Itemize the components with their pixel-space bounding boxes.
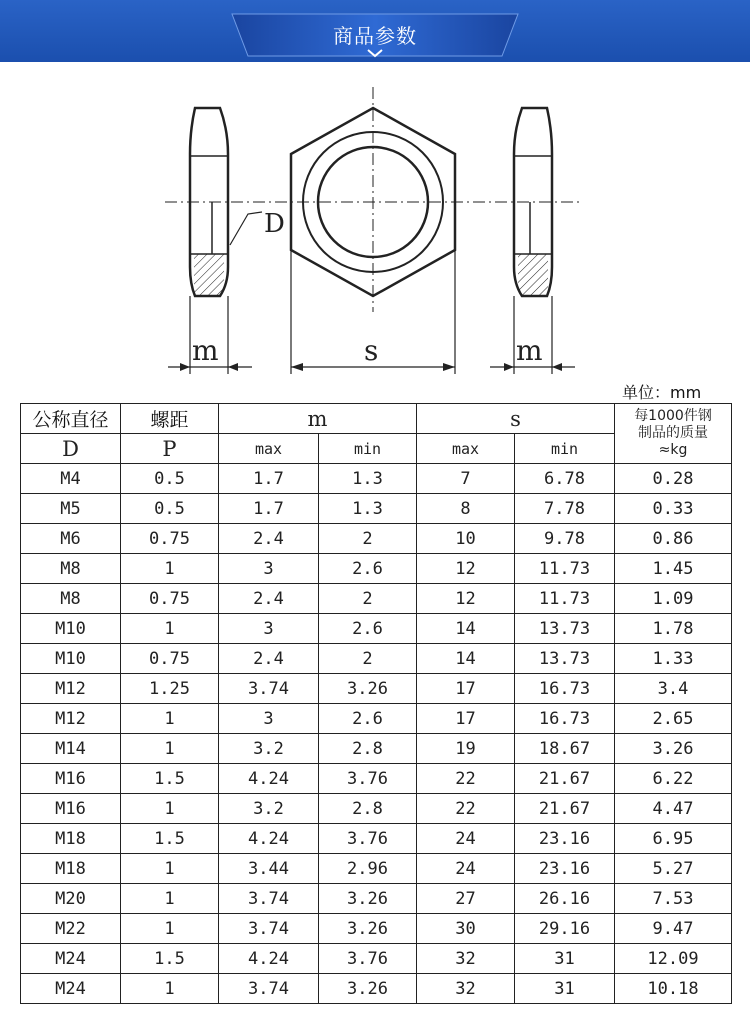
cell-mass: 6.95 bbox=[615, 824, 732, 854]
table-row bbox=[21, 734, 732, 764]
header-mass-line2: 制品的质量 bbox=[638, 425, 709, 441]
cell-mass: 7.53 bbox=[615, 884, 732, 914]
header-pitch: 螺距 bbox=[121, 404, 219, 434]
cell-mass: 12.09 bbox=[615, 944, 732, 974]
cell-diameter: M6 bbox=[21, 524, 121, 554]
cell-s-min: 9.78 bbox=[515, 524, 615, 554]
cell-s-max: 22 bbox=[417, 764, 515, 794]
cell-mass: 0.86 bbox=[615, 524, 732, 554]
cell-s-min: 11.73 bbox=[515, 554, 615, 584]
header-m-max: max bbox=[219, 434, 319, 464]
cell-mass: 6.22 bbox=[615, 764, 732, 794]
cell-s-max: 17 bbox=[417, 704, 515, 734]
cell-diameter: M24 bbox=[21, 944, 121, 974]
cell-s-min: 21.67 bbox=[515, 794, 615, 824]
cell-diameter: M5 bbox=[21, 494, 121, 524]
cell-s-max: 30 bbox=[417, 914, 515, 944]
header-s-min: min bbox=[515, 434, 615, 464]
cell-pitch: 1.5 bbox=[121, 944, 219, 974]
table-row bbox=[21, 854, 732, 884]
cell-s-min: 21.67 bbox=[515, 764, 615, 794]
cell-s-max: 32 bbox=[417, 944, 515, 974]
cell-m-min: 1.3 bbox=[319, 494, 417, 524]
cell-m-max: 3.2 bbox=[219, 794, 319, 824]
table-row bbox=[21, 614, 732, 644]
cell-diameter: M16 bbox=[21, 764, 121, 794]
cell-s-min: 23.16 bbox=[515, 824, 615, 854]
cell-pitch: 1 bbox=[121, 734, 219, 764]
cell-m-max: 3.44 bbox=[219, 854, 319, 884]
cell-s-max: 24 bbox=[417, 824, 515, 854]
cell-m-min: 2 bbox=[319, 584, 417, 614]
cell-pitch: 1.25 bbox=[121, 674, 219, 704]
thread-label: D bbox=[264, 209, 285, 239]
cell-pitch: 1 bbox=[121, 704, 219, 734]
cell-diameter: M18 bbox=[21, 824, 121, 854]
table-row bbox=[21, 584, 732, 614]
hex-nut-drawing bbox=[0, 62, 750, 392]
cell-mass: 1.09 bbox=[615, 584, 732, 614]
cell-m-min: 2.96 bbox=[319, 854, 417, 884]
table-row bbox=[21, 554, 732, 584]
cell-m-max: 2.4 bbox=[219, 644, 319, 674]
cell-m-min: 2.8 bbox=[319, 734, 417, 764]
table-row bbox=[21, 644, 732, 674]
cell-m-min: 1.3 bbox=[319, 464, 417, 494]
cell-mass: 1.78 bbox=[615, 614, 732, 644]
cell-m-min: 3.26 bbox=[319, 674, 417, 704]
header-banner bbox=[0, 0, 750, 62]
header-mass-line1: 每1000件钢 bbox=[634, 408, 712, 424]
unit-label: 单位：mm bbox=[622, 383, 702, 402]
cell-m-max: 3.2 bbox=[219, 734, 319, 764]
cell-s-min: 7.78 bbox=[515, 494, 615, 524]
table-row bbox=[21, 974, 732, 1004]
cell-m-min: 2.6 bbox=[319, 704, 417, 734]
table-row bbox=[21, 674, 732, 704]
cell-s-min: 29.16 bbox=[515, 914, 615, 944]
cell-diameter: M8 bbox=[21, 554, 121, 584]
table-row bbox=[21, 794, 732, 824]
cell-m-max: 2.4 bbox=[219, 524, 319, 554]
header-m-min: min bbox=[319, 434, 417, 464]
cell-pitch: 1 bbox=[121, 884, 219, 914]
cell-m-max: 3 bbox=[219, 554, 319, 584]
cell-m-max: 3.74 bbox=[219, 914, 319, 944]
cell-m-min: 2 bbox=[319, 644, 417, 674]
table-row bbox=[21, 824, 732, 854]
table-row bbox=[21, 884, 732, 914]
cell-s-max: 22 bbox=[417, 794, 515, 824]
header-m: m bbox=[219, 404, 417, 434]
cell-diameter: M24 bbox=[21, 974, 121, 1004]
cell-s-min: 13.73 bbox=[515, 614, 615, 644]
cell-pitch: 1 bbox=[121, 974, 219, 1004]
cell-s-max: 14 bbox=[417, 614, 515, 644]
cell-mass: 0.33 bbox=[615, 494, 732, 524]
cell-m-min: 2 bbox=[319, 524, 417, 554]
cell-pitch: 0.5 bbox=[121, 464, 219, 494]
cell-diameter: M20 bbox=[21, 884, 121, 914]
cell-diameter: M10 bbox=[21, 644, 121, 674]
cell-mass: 9.47 bbox=[615, 914, 732, 944]
cell-m-max: 3.74 bbox=[219, 674, 319, 704]
header-nominal-diameter: 公称直径 bbox=[21, 404, 121, 434]
cell-mass: 3.26 bbox=[615, 734, 732, 764]
cell-s-max: 27 bbox=[417, 884, 515, 914]
cell-pitch: 0.75 bbox=[121, 584, 219, 614]
cell-pitch: 1 bbox=[121, 554, 219, 584]
cell-s-max: 14 bbox=[417, 644, 515, 674]
page-title: 商品参数 bbox=[333, 24, 417, 48]
cell-m-max: 4.24 bbox=[219, 944, 319, 974]
cell-s-min: 11.73 bbox=[515, 584, 615, 614]
cell-mass: 1.33 bbox=[615, 644, 732, 674]
cell-m-min: 2.6 bbox=[319, 554, 417, 584]
cell-m-max: 3.74 bbox=[219, 974, 319, 1004]
height-label-left: m bbox=[192, 334, 219, 367]
table-row bbox=[21, 704, 732, 734]
cell-m-min: 3.76 bbox=[319, 824, 417, 854]
cell-mass: 10.18 bbox=[615, 974, 732, 1004]
cell-s-min: 31 bbox=[515, 944, 615, 974]
cell-s-min: 16.73 bbox=[515, 704, 615, 734]
cell-mass: 0.28 bbox=[615, 464, 732, 494]
cell-mass: 2.65 bbox=[615, 704, 732, 734]
cell-mass: 1.45 bbox=[615, 554, 732, 584]
cell-s-min: 6.78 bbox=[515, 464, 615, 494]
cell-m-min: 3.26 bbox=[319, 914, 417, 944]
header-s: s bbox=[417, 404, 615, 434]
cell-s-min: 13.73 bbox=[515, 644, 615, 674]
cell-pitch: 0.75 bbox=[121, 644, 219, 674]
header-mass-line3: ≈kg bbox=[658, 442, 688, 458]
cell-s-max: 17 bbox=[417, 674, 515, 704]
cell-diameter: M14 bbox=[21, 734, 121, 764]
spec-table-body bbox=[21, 464, 732, 1004]
cell-m-max: 3 bbox=[219, 614, 319, 644]
header-s-max: max bbox=[417, 434, 515, 464]
cell-pitch: 0.5 bbox=[121, 494, 219, 524]
cell-diameter: M8 bbox=[21, 584, 121, 614]
table-row bbox=[21, 764, 732, 794]
table-row bbox=[21, 914, 732, 944]
cell-pitch: 1 bbox=[121, 914, 219, 944]
cell-s-min: 23.16 bbox=[515, 854, 615, 884]
cell-diameter: M4 bbox=[21, 464, 121, 494]
cell-pitch: 1 bbox=[121, 794, 219, 824]
cell-m-min: 2.8 bbox=[319, 794, 417, 824]
cell-m-max: 4.24 bbox=[219, 824, 319, 854]
cell-s-max: 12 bbox=[417, 584, 515, 614]
cell-s-max: 8 bbox=[417, 494, 515, 524]
cell-s-max: 12 bbox=[417, 554, 515, 584]
cell-m-min: 3.76 bbox=[319, 944, 417, 974]
table-row bbox=[21, 494, 732, 524]
cell-mass: 3.4 bbox=[615, 674, 732, 704]
cell-s-max: 24 bbox=[417, 854, 515, 884]
table-row bbox=[21, 524, 732, 554]
cell-pitch: 1 bbox=[121, 854, 219, 884]
height-label-right: m bbox=[516, 334, 543, 367]
cell-s-min: 26.16 bbox=[515, 884, 615, 914]
cell-pitch: 0.75 bbox=[121, 524, 219, 554]
table-row bbox=[21, 464, 732, 494]
cell-m-max: 2.4 bbox=[219, 584, 319, 614]
cell-s-max: 10 bbox=[417, 524, 515, 554]
cell-m-min: 2.6 bbox=[319, 614, 417, 644]
cell-m-min: 3.76 bbox=[319, 764, 417, 794]
cell-pitch: 1.5 bbox=[121, 824, 219, 854]
width-across-flats-label: s bbox=[364, 334, 379, 367]
table-row bbox=[21, 944, 732, 974]
cell-s-min: 16.73 bbox=[515, 674, 615, 704]
cell-m-max: 3.74 bbox=[219, 884, 319, 914]
cell-s-min: 31 bbox=[515, 974, 615, 1004]
cell-pitch: 1.5 bbox=[121, 764, 219, 794]
cell-diameter: M12 bbox=[21, 674, 121, 704]
cell-m-min: 3.26 bbox=[319, 884, 417, 914]
cell-s-min: 18.67 bbox=[515, 734, 615, 764]
thread-leader bbox=[230, 212, 262, 245]
header-p-symbol: P bbox=[121, 434, 219, 464]
cell-mass: 4.47 bbox=[615, 794, 732, 824]
cell-diameter: M10 bbox=[21, 614, 121, 644]
cell-m-min: 3.26 bbox=[319, 974, 417, 1004]
cell-diameter: M16 bbox=[21, 794, 121, 824]
cell-diameter: M22 bbox=[21, 914, 121, 944]
cell-pitch: 1 bbox=[121, 614, 219, 644]
header-mass bbox=[615, 404, 732, 464]
cell-diameter: M12 bbox=[21, 704, 121, 734]
cell-s-max: 32 bbox=[417, 974, 515, 1004]
cell-diameter: M18 bbox=[21, 854, 121, 884]
cell-m-max: 1.7 bbox=[219, 494, 319, 524]
cell-s-max: 19 bbox=[417, 734, 515, 764]
header-d-symbol: D bbox=[21, 434, 121, 464]
cell-m-max: 4.24 bbox=[219, 764, 319, 794]
cell-mass: 5.27 bbox=[615, 854, 732, 884]
cell-m-max: 3 bbox=[219, 704, 319, 734]
cell-m-max: 1.7 bbox=[219, 464, 319, 494]
spec-table bbox=[20, 403, 732, 1004]
cell-s-max: 7 bbox=[417, 464, 515, 494]
